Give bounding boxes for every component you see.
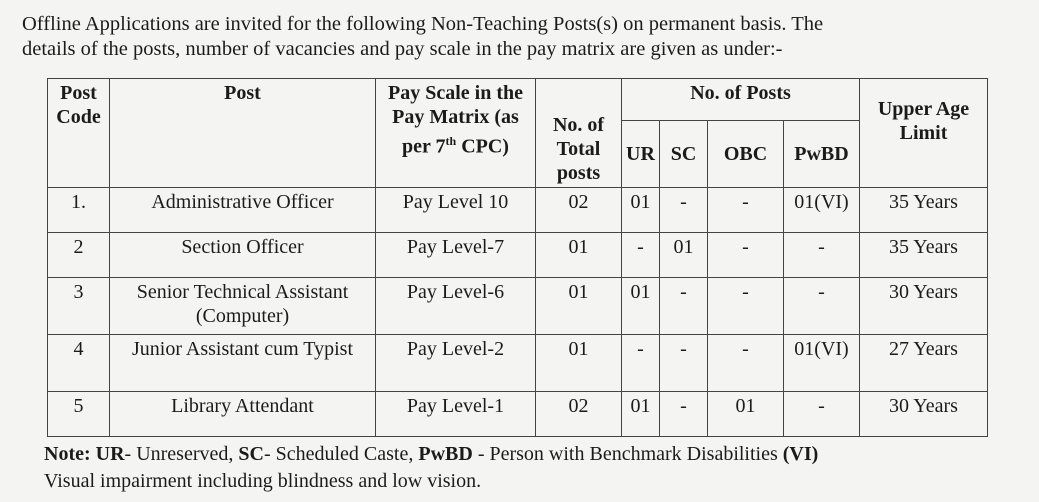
header-no-of-posts: No. of Posts (622, 79, 860, 121)
cell-code: 2 (48, 233, 110, 278)
note-vi-key: (VI) (782, 443, 819, 465)
intro-paragraph (22, 12, 1022, 62)
header-ur: UR (622, 121, 660, 188)
header-pay-scale-text: Pay Scale in the Pay Matrix (as per 7 (388, 82, 523, 158)
cell-code: 5 (48, 392, 110, 437)
note-label: Note: (44, 443, 91, 465)
cell-total: 01 (536, 335, 622, 392)
cell-age: 35 Years (860, 188, 988, 233)
header-post: Post (110, 79, 376, 188)
header-post-code: Post Code (48, 79, 110, 188)
note-pwbd-text: - Person with Benchmark Disabilities (477, 443, 778, 465)
cell-pay: Pay Level-2 (376, 335, 536, 392)
cell-sc: - (660, 188, 708, 233)
cell-sc: - (660, 335, 708, 392)
header-pay-scale (376, 79, 536, 188)
note-sc-text: - Scheduled Caste, (263, 443, 414, 465)
cell-ur: 01 (622, 392, 660, 437)
cell-code: 4 (48, 335, 110, 392)
cell-total: 01 (536, 233, 622, 278)
cell-post: Junior Assistant cum Typist (110, 335, 376, 392)
cell-code: 3 (48, 278, 110, 335)
cell-obc: 01 (708, 392, 784, 437)
cell-pay: Pay Level-6 (376, 278, 536, 335)
cell-sc: 01 (660, 233, 708, 278)
cell-ur: 01 (622, 278, 660, 335)
cell-pay: Pay Level-7 (376, 233, 536, 278)
table-row (48, 392, 988, 437)
table-header-row (48, 79, 988, 121)
header-total-posts: No. of Total posts (536, 79, 622, 188)
cell-obc: - (708, 188, 784, 233)
cell-pay: Pay Level-1 (376, 392, 536, 437)
header-pay-scale-sup: th (445, 134, 457, 148)
note-pwbd-key: PwBD (418, 443, 473, 465)
table-row (48, 278, 988, 335)
cell-obc: - (708, 278, 784, 335)
header-upper-age: Upper Age Limit (860, 79, 988, 188)
posts-table (47, 78, 988, 437)
cell-pwbd: - (784, 233, 860, 278)
note-ur-key: UR (95, 443, 125, 465)
cell-code: 1. (48, 188, 110, 233)
cell-ur: - (622, 335, 660, 392)
cell-sc: - (660, 278, 708, 335)
cell-total: 02 (536, 188, 622, 233)
table-row (48, 188, 988, 233)
cell-post: Section Officer (110, 233, 376, 278)
note-paragraph (44, 441, 1024, 495)
cell-obc: - (708, 335, 784, 392)
cell-pwbd: - (784, 392, 860, 437)
cell-post: Administrative Officer (110, 188, 376, 233)
table-row (48, 335, 988, 392)
note-sc-key: SC (238, 443, 264, 465)
cell-age: 27 Years (860, 335, 988, 392)
cell-ur: - (622, 233, 660, 278)
cell-pay: Pay Level 10 (376, 188, 536, 233)
header-obc: OBC (708, 121, 784, 188)
header-pay-scale-cpc: CPC) (461, 135, 509, 158)
note-ur-text: - Unreserved, (124, 443, 234, 465)
cell-total: 01 (536, 278, 622, 335)
cell-sc: - (660, 392, 708, 437)
cell-age: 30 Years (860, 392, 988, 437)
cell-age: 35 Years (860, 233, 988, 278)
cell-ur: 01 (622, 188, 660, 233)
cell-total: 02 (536, 392, 622, 437)
cell-pwbd: 01(VI) (784, 188, 860, 233)
cell-post: Library Attendant (110, 392, 376, 437)
cell-age: 30 Years (860, 278, 988, 335)
cell-obc: - (708, 233, 784, 278)
table-row (48, 233, 988, 278)
header-pwbd: PwBD (784, 121, 860, 188)
cell-post: Senior Technical Assistant (Computer) (110, 278, 376, 335)
intro-line-1: Offline Applications are invited for the following Non-Teaching Posts(s) on permanent basis. The (22, 13, 824, 35)
note-line-2: Visual impairment including blindness and low vision. (44, 470, 482, 492)
cell-pwbd: - (784, 278, 860, 335)
intro-line-2: details of the posts, number of vacancies and pay scale in the pay matrix are given as under:- (22, 38, 783, 60)
header-sc: SC (660, 121, 708, 188)
cell-pwbd: 01(VI) (784, 335, 860, 392)
note-line-1 (44, 441, 1024, 468)
